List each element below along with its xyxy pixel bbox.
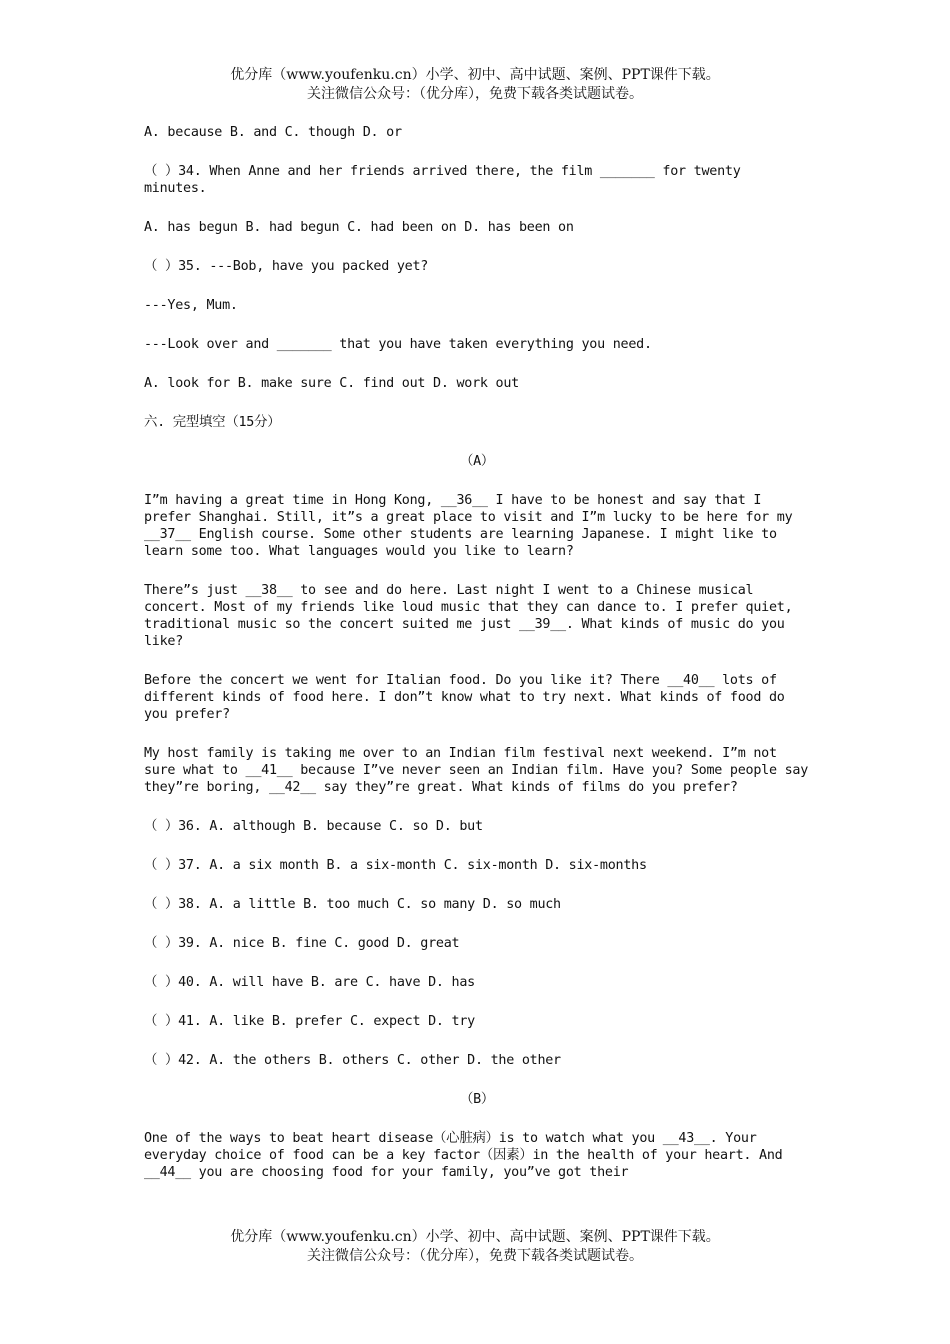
q42: （ ）42. A. the others B. others C. other D. the other <box>144 1053 561 1068</box>
footer-line-1: 优分库（www.youfenku.cn）小学、初中、高中试题、案例、PPT课件下载。 <box>230 1229 720 1245</box>
header-line-1: 优分库（www.youfenku.cn）小学、初中、高中试题、案例、PPT课件下载。 <box>230 67 720 83</box>
q35-options: A. look for B. make sure C. find out D. work out <box>144 376 519 391</box>
q35-stem: （ ）35. ---Bob, have you packed yet? <box>144 259 429 274</box>
part-a-heading: （A） <box>459 454 495 469</box>
q33-options: A. because B. and C. though D. or <box>144 125 402 140</box>
q38: （ ）38. A. a little B. too much C. so many D. so much <box>144 897 561 912</box>
passage-a-paragraph-3: Before the concert we went for Italian food. Do you like it? There __40__ lots of different kinds of food here. I don”t know what to try next. What kinds of food do you prefer? <box>144 673 785 722</box>
section-title: 六. 完型填空（15分） <box>144 415 281 430</box>
passage-a-paragraph-2: There”s just __38__ to see and do here. Last night I went to a Chinese musical concert. Most of my friends like loud music that they can dance to. I prefer quiet, traditional music so the concert suited me just __39__. What kinds of music do you like? <box>144 583 793 649</box>
q34-stem: （ ）34. When Anne and her friends arrived there, the film _______ for twenty minutes. <box>144 164 741 196</box>
q35-dialogue-line-3: ---Look over and _______ that you have taken everything you need. <box>144 337 652 352</box>
q35-dialogue-line-2: ---Yes, Mum. <box>144 298 238 313</box>
q34-options: A. has begun B. had begun C. had been on D. has been on <box>144 220 574 235</box>
document-body <box>144 124 810 1203</box>
passage-a-paragraph-1: I”m having a great time in Hong Kong, __36__ I have to be honest and say that I prefer Shanghai. Still, it”s a great place to visit and I”m lucky to be here for my __37__ English course. Some other students are learning Japanese. I might like to learn some too. What languages would you like to learn? <box>144 493 793 559</box>
header-line-2: 关注微信公众号：（优分库），免费下载各类试题试卷。 <box>307 86 643 102</box>
q39: （ ）39. A. nice B. fine C. good D. great <box>144 936 460 951</box>
part-b-heading: （B） <box>459 1092 495 1107</box>
footer-line-2: 关注微信公众号：（优分库），免费下载各类试题试卷。 <box>307 1248 643 1264</box>
q41: （ ）41. A. like B. prefer C. expect D. try <box>144 1014 475 1029</box>
passage-b-paragraph-1: One of the ways to beat heart disease（心脏病）is to watch what you __43__. Your everyday choice of food can be a key factor（因素）in the health of your heart. And __44__ you are choosing food for your family, you”ve got their <box>144 1131 783 1180</box>
q37: （ ）37. A. a six month B. a six-month C. six-month D. six-months <box>144 858 647 873</box>
passage-a-paragraph-4: My host family is taking me over to an Indian film festival next weekend. I”m not sure what to __41__ because I”ve never seen an Indian film. Have you? Some people say they”re boring, __42__ say they”re great. What kinds of films do you prefer? <box>144 746 809 795</box>
page-header <box>0 66 950 104</box>
q36: （ ）36. A. although B. because C. so D. but <box>144 819 483 834</box>
page-footer <box>0 1228 950 1266</box>
q40: （ ）40. A. will have B. are C. have D. has <box>144 975 475 990</box>
